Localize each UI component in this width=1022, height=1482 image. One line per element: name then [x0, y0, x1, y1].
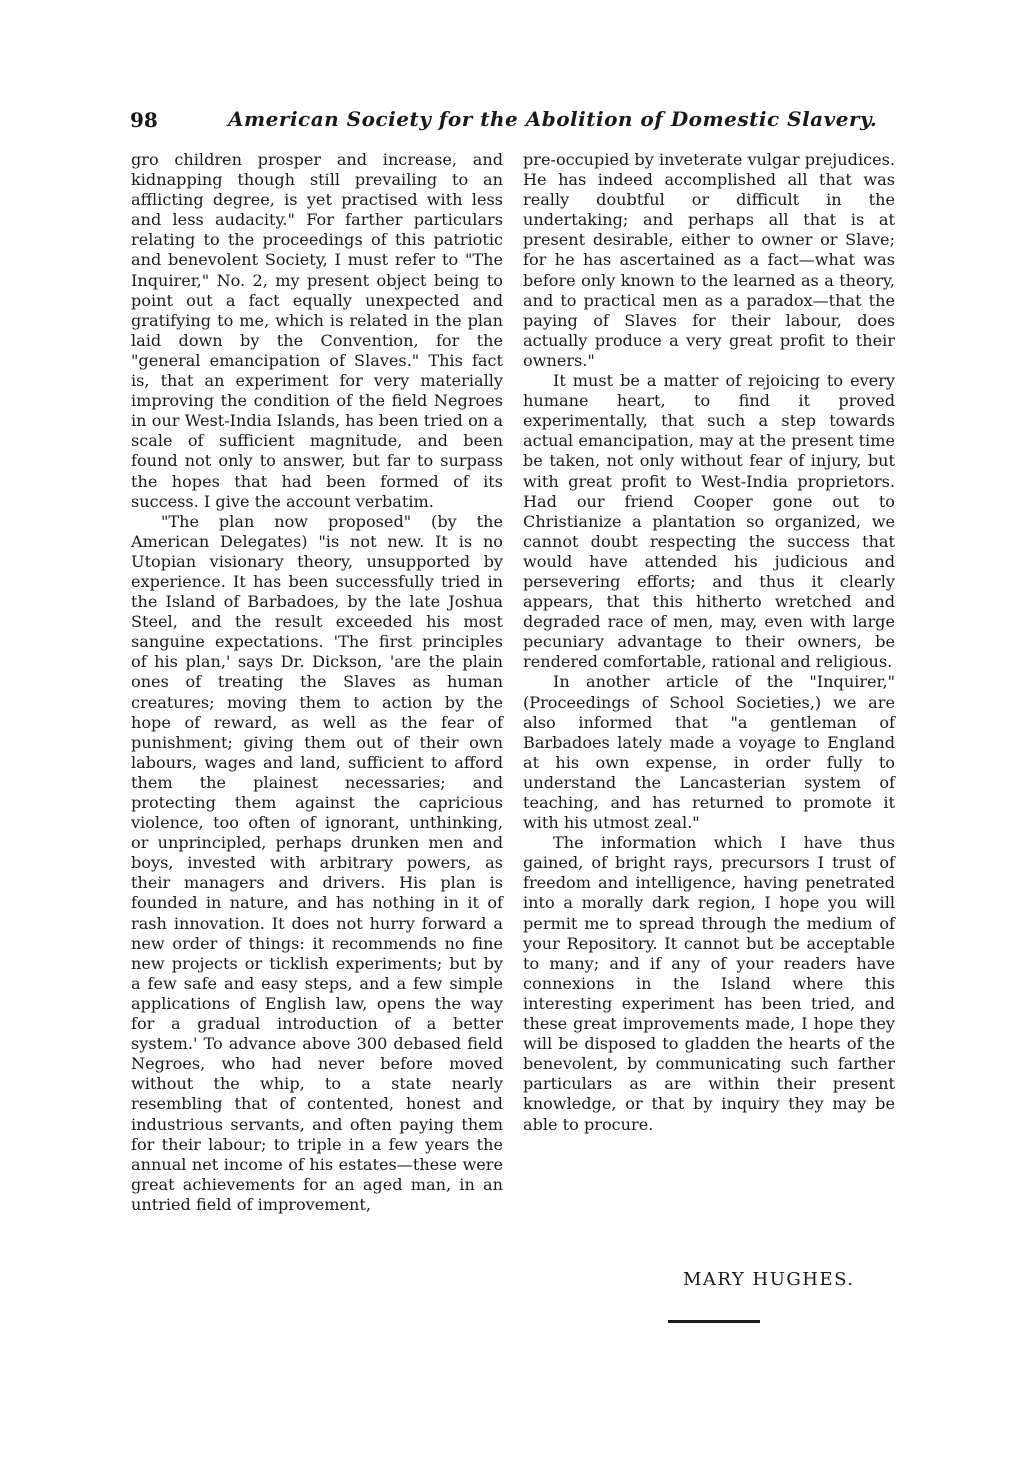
- page-number: 98: [130, 108, 158, 132]
- running-title: American Society for the Abolition of Domestic Slavery.: [228, 107, 878, 131]
- signature: MARY HUGHES.: [683, 1269, 855, 1290]
- paragraph: The information which I have thus gained, of bright rays, precursors I trust of freedom and intelligence, having penetrated into a morally dark region, I hope you will permit me to spread through the medium of your Repository. It cannot but be acceptable to many; and if any of your readers have connexions in the Island where this interesting experiment has been tried, and these great improvements made, I hope they will be disposed to gladden the hearts of the benevolent, by communicating such farther particulars as are within their present knowledge, or that by inquiry they may be able to procure.: [523, 833, 895, 1134]
- paragraph: pre-occupied by inveterate vulgar prejudices. He has indeed accomplished all that was really doubtful or difficult in the undertaking; and perhaps all that is at present desirable, either to owner or Slave; for he has ascertained as a fact—what was before only known to the learned as a theory, and to practical men as a paradox—that the paying of Slaves for their labour, does actually produce a very great profit to their owners.": [523, 150, 896, 370]
- left-column: [131, 150, 503, 1215]
- right-column: [523, 150, 895, 1135]
- paragraph: gro children prosper and increase, and kidnapping though still prevailing to an afflicting degree, is yet practised with less and less audacity." For farther particulars relating to the proceedings of this patriotic and benevolent Society, I must refer to "The Inquirer," No. 2, my present object being to point out a fact equally unexpected and gratifying to me, which is related in the plan laid down by the Convention, for the "general emancipation of Slaves." This fact is, that an experiment for very materially improving the condition of the field Negroes in our West-India Islands, has been tried on a scale of sufficient magnitude, and been found not only to answer, but far to surpass the hopes that had been formed of its success. I give the account verbatim.: [131, 150, 503, 511]
- closing-rule: [668, 1320, 760, 1323]
- paragraph: "The plan now proposed" (by the American Delegates) "is not new. It is no Utopian visionary theory, unsupported by experience. It has been successfully tried in the Island of Barbadoes, by the late Joshua Steel, and the result exceeded his most sanguine expectations. 'The first principles of his plan,' says Dr. Dickson, 'are the plain ones of treating the Slaves as human creatures; moving them to action by the hope of reward, as well as the fear of punishment; giving them out of their own labours, wages and land, sufficient to afford them the plainest necessaries; and protecting them against the capricious violence, too often of ignorant, unthinking, or unprincipled, perhaps drunken men and boys, invested with arbitrary powers, as their managers and drivers. His plan is founded in nature, and has nothing in it of rash innovation. It does not hurry forward a new order of things: it recommends no fine new projects or ticklish experiments; but by a few safe and easy steps, and a few simple applications of English law, opens the way for a gradual introduction of a better system.' To advance above 300 debased field Negroes, who had never before moved without the whip, to a state nearly resembling that of contented, honest and industrious servants, and often paying them for their labour; to triple in a few years the annual net income of his estates—these were great achievements for an aged man, in an untried field of improvement,: [131, 511, 503, 1214]
- paragraph: In another article of the "Inquirer," (Proceedings of School Societies,) we are also informed that "a gentleman of Barbadoes lately made a voyage to England at his own expense, in order fully to understand the Lancasterian system of teaching, and has returned to promote it with his utmost zeal.": [523, 672, 895, 833]
- paragraph: It must be a matter of rejoicing to every humane heart, to find it proved experimentally, that such a step towards actual emancipation, may at the present time be taken, not only without fear of injury, but with great profit to West-India proprietors. Had our friend Cooper gone out to Christianize a plantation so organized, we cannot doubt respecting the success that would have attended his judicious and persevering efforts; and thus it clearly appears, that this hitherto wretched and degraded race of men, may, even with large pecuniary advantage to their owners, be rendered comfortable, rational and religious.: [523, 371, 895, 672]
